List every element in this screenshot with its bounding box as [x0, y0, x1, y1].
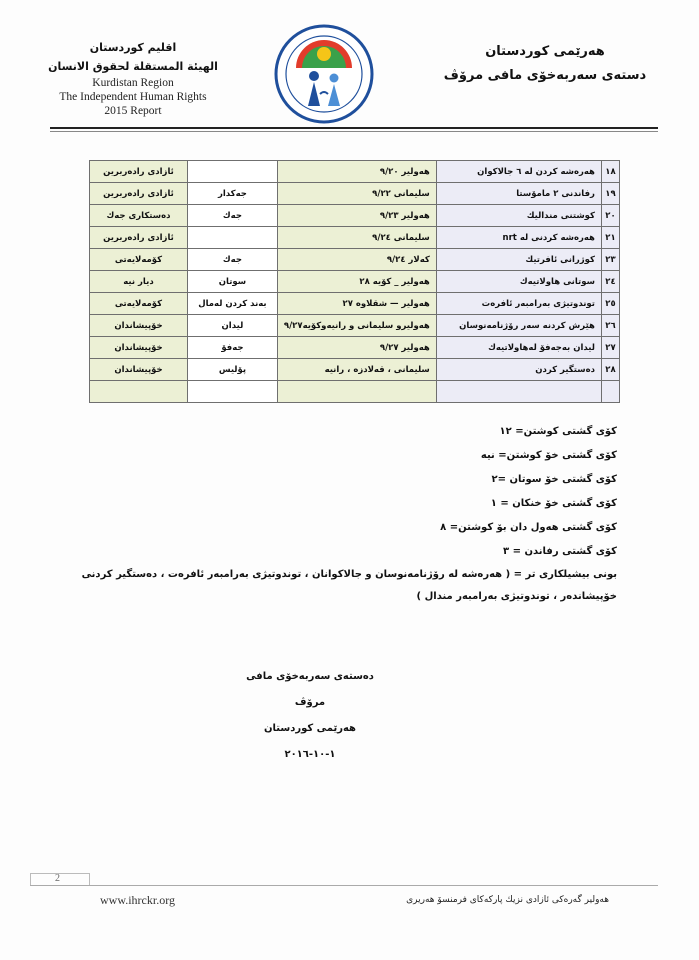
incident-type: ئازادی رادەربرین: [90, 183, 188, 205]
summary-section: [57, 420, 617, 608]
summary-other-violations: بونی بیشیلکاری تر = ( هەرەشە لە رۆژنامەنوسان و جالاكوانان ، توندوتیژی بەرامبەر ئافرەت ، دەستگیر کردنی: [81, 569, 617, 580]
row-number: ٢٣: [601, 249, 619, 271]
incident-description: سوتانی هاولاتیەك: [436, 271, 601, 293]
footer-website-link[interactable]: www.ihrckr.org: [100, 893, 175, 907]
row-number: ٢٠: [601, 205, 619, 227]
row-number: ٢٧: [601, 337, 619, 359]
incident-location-date: هەولیر — شقلاوە ٢٧: [277, 293, 436, 315]
incident-description: هەرەشە کردنی لە nrt: [436, 227, 601, 249]
incident-type: خۆپیشاندان: [90, 337, 188, 359]
incident-location-date: هەولیر ٩/٢٣: [277, 205, 436, 227]
incident-location-date: سلیمانی ٩/٢٤: [277, 227, 436, 249]
incident-location-date: کەلار ٩/٢٤: [277, 249, 436, 271]
incident-description: کوشتنی منداليك: [436, 205, 601, 227]
incident-type: خۆپیشاندان: [90, 359, 188, 381]
summary-total-drowning: کۆی گشتی خۆ خنكان = ١: [490, 498, 617, 509]
table-row: [90, 337, 620, 359]
header-divider-thin: [50, 131, 658, 132]
row-number: [601, 381, 619, 403]
table-row: [90, 293, 620, 315]
incident-type: ئازادی رادەربرین: [90, 227, 188, 249]
incident-perpetrator: جەفۆ: [187, 337, 277, 359]
signature-date: ١-١٠-٢٠١٦: [284, 749, 336, 760]
incident-type: کۆمەلایەتی: [90, 293, 188, 315]
footer-address: هەولیر گەرەکی ئازادی نزیك پاركەكای فرمنسۆ هەریری: [406, 895, 609, 905]
row-number: ١٨: [601, 161, 619, 183]
incident-type: [90, 381, 188, 403]
incident-description: کوژرانی ئافرتیك: [436, 249, 601, 271]
row-number: ٢٨: [601, 359, 619, 381]
incident-description: [436, 381, 601, 403]
row-number: ٢٦: [601, 315, 619, 337]
incident-location-date: هەولیر ٩/٢٠: [277, 161, 436, 183]
signature-organization: دەستەی سەربەخۆی مافی مرۆڤ: [246, 671, 374, 708]
incident-perpetrator: بەند کردن لەمال: [187, 293, 277, 315]
incident-location-date: [277, 381, 436, 403]
incident-type: کۆمەلایەتی: [90, 249, 188, 271]
incident-perpetrator: [187, 227, 277, 249]
incident-description: هێرش کردنە سەر رۆژنامەنوسان: [436, 315, 601, 337]
header-left: [48, 38, 218, 118]
incident-type: دیار نیە: [90, 271, 188, 293]
table-row-empty: [90, 381, 620, 403]
header-right-line-1: هەرێمی کوردستان: [485, 44, 605, 59]
incident-description: لیدان بەجەفۆ لەهاولاتیەك: [436, 337, 601, 359]
header-left-arabic-1: اقليم كوردستان: [89, 41, 177, 54]
header-left-english-2: The Independent Human Rights: [59, 91, 207, 103]
summary-total-self-immolation: کۆی گشتی خۆ سوتان =٢: [491, 474, 617, 485]
summary-total-abductions: کۆی گشتی رفاندن = ٣: [503, 546, 617, 557]
page-number: 2: [55, 873, 60, 884]
incident-location-date: هەولیر _ کۆیە ٢٨: [277, 271, 436, 293]
footer-divider: [30, 885, 658, 886]
incident-location-date: سلیمانی ، قەلادزە ، رانیە: [277, 359, 436, 381]
incident-description: توندوتیژی بەرامبەر ئافرەت: [436, 293, 601, 315]
incident-description: رفاندنی ٢ مامۆستا: [436, 183, 601, 205]
header-right: [440, 40, 650, 88]
summary-total-killings: کۆی گشتی کوشتن= ١٢: [499, 426, 617, 437]
incident-location-date: سلیمانی ٩/٢٢: [277, 183, 436, 205]
signature-region: هەرێمی کوردستان: [264, 723, 356, 734]
incidents-table: [89, 160, 620, 403]
incident-perpetrator: جەکدار: [187, 183, 277, 205]
signature-block: [230, 664, 390, 768]
header-right-line-2: دستەی سەربەخۆی مافی مرۆڤ: [443, 68, 647, 83]
row-number: ٢٥: [601, 293, 619, 315]
summary-total-suicides: کۆی گشتی خۆ کوشتن= نیە: [480, 450, 617, 461]
incident-perpetrator: [187, 161, 277, 183]
row-number: ٢١: [601, 227, 619, 249]
incident-perpetrator: سوتان: [187, 271, 277, 293]
incident-perpetrator: لیدان: [187, 315, 277, 337]
incident-perpetrator: جەك: [187, 249, 277, 271]
incident-description: دەستگیر کردن: [436, 359, 601, 381]
incident-type: خۆپیشاندان: [90, 315, 188, 337]
table-row: [90, 161, 620, 183]
row-number: ٢٤: [601, 271, 619, 293]
header-left-english-1: Kurdistan Region: [92, 77, 174, 89]
table-row: [90, 271, 620, 293]
header-divider: [50, 127, 658, 129]
incident-description: هەرەشە کردن لە ٦ جالاكوان: [436, 161, 601, 183]
incident-perpetrator: پۆلیس: [187, 359, 277, 381]
summary-other-violations-cont: خۆپیشاندەر ، توندوتیژی بەرامبەر مندال ): [416, 591, 617, 602]
header-left-english-3: 2015 Report: [104, 105, 162, 117]
table-row: [90, 315, 620, 337]
table-row: [90, 205, 620, 227]
table-row: [90, 359, 620, 381]
table-row: [90, 249, 620, 271]
table-row: [90, 227, 620, 249]
header-left-arabic-2: الهيئة المستقلة لحقوق الانسان: [48, 60, 218, 73]
organization-logo: [274, 24, 374, 124]
summary-total-attempted-killings: کۆی گشتی هەول دان بۆ کوشتن= ٨: [440, 522, 617, 533]
incident-perpetrator: [187, 381, 277, 403]
table-row: [90, 183, 620, 205]
incident-perpetrator: جەك: [187, 205, 277, 227]
row-number: ١٩: [601, 183, 619, 205]
incident-location-date: هەولیرو سلیمانی و رانیەوکۆیە٩/٢٧: [277, 315, 436, 337]
incident-type: دەستکاری جەك: [90, 205, 188, 227]
incident-type: ئازادی رادەربرین: [90, 161, 188, 183]
incident-location-date: هەولیر ٩/٢٧: [277, 337, 436, 359]
